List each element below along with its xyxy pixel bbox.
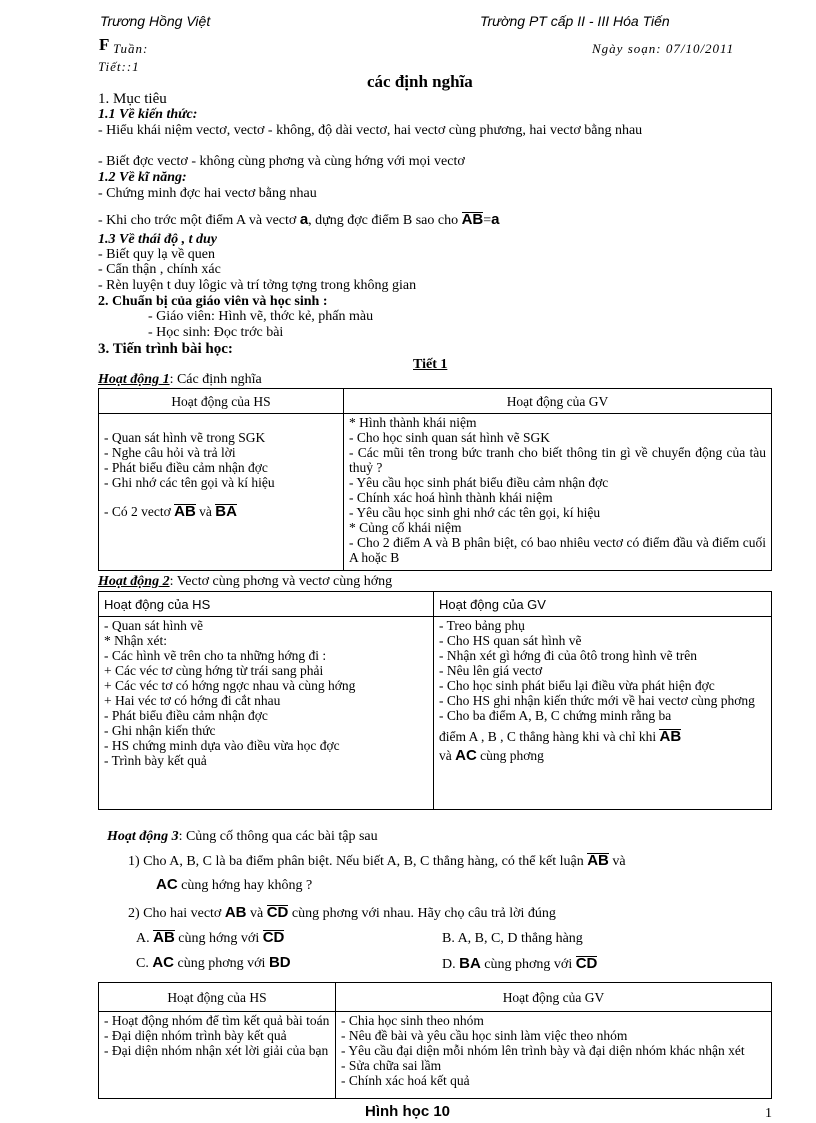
activity-3-label: Hoạt động 3: [107, 829, 179, 844]
prep-student: - Học sinh: Đọc trớc bài: [148, 325, 284, 340]
activity-2-hs-item: - Phát biểu điều cảm nhận đợc: [104, 708, 268, 723]
vector-AC: AC: [152, 954, 175, 971]
activity-1-hs-vectors-text: - Có 2 vectơ: [104, 504, 171, 519]
activity-3-gv-item: - Chia học sinh theo nhóm: [341, 1013, 484, 1028]
subsection-attitude: 1.3 Về thái độ , t duy: [98, 232, 218, 247]
activity-2-gv-item: - Cho ba điểm A, B, C chứng minh rằng ba: [439, 708, 672, 723]
vector-CD: CD: [262, 929, 285, 946]
option-d: [442, 956, 597, 973]
activity-2-hs-item: + Các véc tơ cùng hớng từ trái sang phải: [104, 663, 324, 678]
footer-subject: Hình học 10: [365, 1103, 451, 1120]
subsection-skills: 1.2 Về kĩ năng:: [98, 170, 187, 185]
vector-CD: CD: [266, 904, 289, 921]
attitude-item-2: - Cẩn thận , chính xác: [98, 262, 221, 277]
vector-AB: AB: [224, 904, 247, 921]
activity-3-heading: [107, 830, 378, 845]
activity-1-gv-item: - Cho học sinh quan sát hình vẽ SGK: [349, 430, 550, 445]
activity-2-table: [98, 591, 772, 810]
activity-1-label: Hoạt động 1: [98, 372, 170, 387]
activity-2-gv-item: - Cho HS quan sát hình vẽ: [439, 633, 582, 648]
f-mark: F: [99, 35, 110, 54]
period-label: Tiết::1: [98, 59, 140, 74]
activity-1-title: : Các định nghĩa: [169, 372, 262, 387]
attitude-item-1: - Biết quy lạ về quen: [98, 247, 216, 262]
activity-1-col-hs: Hoạt động của HS: [99, 389, 344, 414]
author-name: Trương Hồng Việt: [100, 13, 211, 29]
activity-2-hs-item: - HS chứng minh dựa vào điều vừa học đợc: [104, 738, 340, 753]
option-d-label: D.: [442, 957, 456, 972]
prep-teacher: - Giáo viên: Hình vẽ, thớc kẻ, phấn màu: [148, 309, 374, 324]
skill-item-2: [98, 212, 500, 229]
activity-3-table: [98, 982, 772, 1099]
activity-2-title: : Vectơ cùng phơng và vectơ cùng hớng: [169, 574, 393, 589]
activity-2-gv-collinear: [439, 729, 766, 744]
school-name: Trường PT cấp II - III Hóa Tiến: [480, 13, 670, 29]
activity-1-hs-item: - Phát biểu điều cảm nhận đợc: [104, 460, 268, 475]
activity-2-col-gv: Hoạt động của GV: [434, 592, 772, 617]
exercise-2-text: 2) Cho hai vectơ: [128, 906, 222, 921]
equals-sign: =: [483, 213, 492, 228]
activity-2-gv-item: - Nhận xét gì hớng đi của ôtô trong hình vẽ trên: [439, 648, 697, 663]
option-c-text: cùng phơng với: [177, 956, 266, 971]
activity-1-hs-cell: [99, 414, 344, 571]
vector-AB: AB: [659, 728, 682, 745]
activity-2-col-hs: Hoạt động của HS: [99, 592, 434, 617]
activity-1-table: [98, 388, 772, 571]
activity-1-gv-item: - Yêu cầu học sinh phát biểu điều cảm nhận đợc: [349, 475, 609, 490]
skill-item-2-text-a: - Khi cho trớc một điểm A và vectơ: [98, 213, 297, 228]
activity-2-gv-item: - Cho HS ghi nhận kiến thức mới về hai vectơ cùng phơng: [439, 693, 755, 708]
knowledge-item-2: - Biết đợc vectơ - không cùng phơng và cùng hớng với mọi vectơ: [98, 154, 465, 169]
option-a-label: A.: [136, 931, 150, 946]
exercise-2-and: và: [250, 906, 264, 921]
exercise-2: [128, 905, 556, 922]
activity-1-gv-cell: [344, 414, 772, 571]
activity-1-col-gv: Hoạt động của GV: [344, 389, 772, 414]
activity-2-hs-item: - Các hình vẽ trên cho ta những hớng đi :: [104, 648, 327, 663]
option-d-text: cùng phơng với: [484, 957, 573, 972]
week-label: Tuần:: [113, 41, 149, 56]
activity-2-gv-collinear-text: điểm A , B , C thẳng hàng khi và chỉ khi: [439, 729, 657, 744]
subsection-knowledge: 1.1 Về kiến thức:: [98, 107, 198, 122]
activity-1-hs-item: - Nghe câu hỏi và trả lời: [104, 445, 236, 460]
vector-AB: AB: [174, 503, 196, 520]
option-c-label: C.: [136, 956, 149, 971]
option-a: [136, 930, 284, 947]
exercise-2-end: cùng phơng với nhau. Hãy chọ câu trả lời đúng: [291, 906, 556, 921]
vector-a-2: a: [491, 211, 500, 228]
activity-3-col-gv: Hoạt động của GV: [336, 983, 772, 1012]
exercise-1-text: 1) Cho A, B, C là ba điểm phân biệt. Nếu biết A, B, C thẳng hàng, có thể kết luận: [128, 854, 584, 869]
activity-2-hs-item: + Hai véc tơ có hớng đi cắt nhau: [104, 693, 281, 708]
activity-2-gv-item: - Treo bảng phụ: [439, 618, 525, 633]
activity-3-gv-item: - Nêu đề bài và yêu cầu học sinh làm việc theo nhóm: [341, 1028, 628, 1043]
activity-3-gv-item: - Sửa chữa sai lầm: [341, 1058, 442, 1073]
activity-1-gv-item: - Yêu cầu học sinh ghi nhớ các tên gọi, kí hiệu: [349, 505, 601, 520]
exercise-1-cont: [156, 878, 312, 894]
activity-3-gv-cell: [336, 1012, 772, 1099]
activity-3-hs-item: - Hoạt động nhóm để tìm kết quả bài toán: [104, 1013, 330, 1028]
vector-AC: AC: [156, 876, 178, 893]
vector-AB: AB: [153, 929, 175, 946]
skill-item-1: - Chứng minh đợc hai vectơ bằng nhau: [98, 186, 317, 201]
option-b: B. A, B, C, D thẳng hàng: [442, 931, 583, 946]
activity-3-col-hs: Hoạt động của HS: [99, 983, 336, 1012]
activity-2-hs-item: - Quan sát hình vẽ: [104, 618, 203, 633]
vector-CD: CD: [575, 955, 598, 972]
vector-BA: BA: [459, 955, 481, 972]
section-objectives: 1. Mục tiêu: [98, 91, 167, 107]
activity-2-label: Hoạt động 2: [98, 574, 170, 589]
exercise-1-end: cùng hớng hay không ?: [181, 878, 313, 893]
activity-1-gv-item: * Hình thành khái niệm: [349, 415, 477, 430]
vector-AC: AC: [455, 747, 477, 764]
page-title: các định nghĩa: [367, 72, 473, 91]
activity-1-hs-vectors: [104, 504, 338, 519]
activity-1-gv-item: - Các mũi tên trong bức tranh cho biết thông tin gì về chuyển động của tàu thuỷ ?: [349, 445, 766, 475]
activity-2-gv-cell: [434, 617, 772, 810]
option-a-text: cùng hớng với: [178, 931, 260, 946]
activity-3-title: : Củng cố thông qua các bài tập sau: [178, 829, 378, 844]
prep-date: Ngày soạn: 07/10/2011: [592, 41, 735, 56]
vector-AB: AB: [587, 852, 609, 869]
lesson-period: Tiết 1: [413, 357, 448, 372]
skill-item-2-text-b: , dựng đợc điểm B sao cho: [308, 213, 459, 228]
vector-a: a: [299, 211, 309, 228]
vector-AB: AB: [461, 211, 484, 228]
knowledge-item-1: - Hiểu khái niệm vectơ, vectơ - không, độ dài vectơ, hai vectơ cùng phương, hai vectơ bằng nhau: [98, 123, 643, 138]
activity-1-gv-item: - Chính xác hoá hình thành khái niệm: [349, 490, 553, 505]
activity-2-hs-item: - Ghi nhận kiến thức: [104, 723, 216, 738]
activity-3-hs-item: - Đại diện nhóm nhận xét lời giải của bạn: [104, 1043, 329, 1058]
activity-2-hs-item: + Các véc tơ có hớng ngợc nhau và cùng hớng: [104, 678, 356, 693]
activity-3-gv-item: - Yêu cầu đại diện mỗi nhóm lên trình bày và đại diện nhóm khác nhận xét: [341, 1043, 745, 1058]
option-c: [136, 956, 291, 972]
activity-2-gv-item: - Nêu lên giá vectơ: [439, 663, 543, 678]
vector-BD: BD: [268, 954, 291, 971]
activity-1-hs-item: - Ghi nhớ các tên gọi và kí hiệu: [104, 475, 275, 490]
activity-2-gv-item: - Cho học sinh phát biểu lại điều vừa phát hiện đợc: [439, 678, 715, 693]
activity-3-hs-cell: [99, 1012, 336, 1099]
activity-3-hs-item: - Đại diện nhóm trình bày kết quả: [104, 1028, 287, 1043]
vector-BA: BA: [215, 503, 237, 520]
activity-2-gv-collinear-end: cùng phơng: [480, 748, 544, 763]
activity-2-heading: [98, 575, 392, 590]
attitude-item-3: - Rèn luyện t duy lôgic và trí tởng tợng trong không gian: [98, 278, 417, 293]
activity-2-hs-item: * Nhận xét:: [104, 633, 167, 648]
exercise-1: [128, 853, 626, 870]
exercise-1-and: và: [612, 854, 626, 869]
activity-1-hs-item: - Quan sát hình vẽ trong SGK: [104, 430, 266, 445]
activity-2-hs-cell: [99, 617, 434, 810]
activity-1-gv-item: * Củng cố khái niệm: [349, 520, 462, 535]
activity-2-gv-collinear-2: [439, 748, 766, 763]
activity-1-hs-vectors-and: và: [199, 504, 212, 519]
activity-1-heading: [98, 373, 262, 388]
page-number: 1: [765, 1106, 772, 1121]
activity-2-gv-and: và: [439, 748, 452, 763]
activity-2-hs-item: - Trình bày kết quả: [104, 753, 207, 768]
activity-1-gv-item: - Cho 2 điểm A và B phân biệt, có bao nhiêu vectơ có điểm đầu và điểm cuối A hoặc B: [349, 535, 766, 565]
section-procedure: 3. Tiến trình bài học:: [98, 341, 233, 357]
activity-3-gv-item: - Chính xác hoá kết quả: [341, 1073, 470, 1088]
section-preparation: 2. Chuẩn bị của giáo viên và học sinh :: [98, 294, 328, 309]
